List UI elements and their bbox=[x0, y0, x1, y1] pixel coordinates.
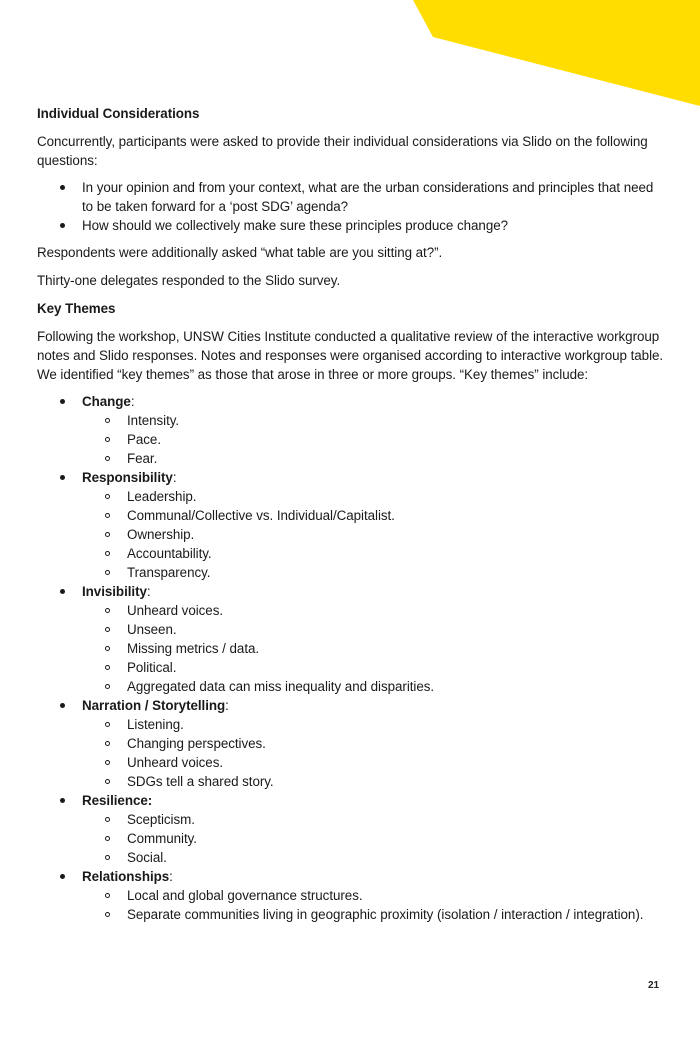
theme-item bbox=[37, 392, 667, 468]
hollow-bullet-icon bbox=[105, 779, 110, 784]
theme-subitem: Community. bbox=[82, 829, 667, 848]
theme-subitem: Unheard voices. bbox=[82, 601, 667, 620]
hollow-bullet-icon bbox=[105, 608, 110, 613]
theme-title: Invisibility bbox=[82, 584, 147, 599]
theme-title: Resilience: bbox=[82, 793, 153, 808]
theme-subitem: Aggregated data can miss inequality and disparities. bbox=[82, 677, 667, 696]
theme-colon: : bbox=[130, 394, 135, 409]
intro-paragraph: Concurrently, participants were asked to provide their individual considerations via Slido on the following questions: bbox=[37, 134, 648, 168]
hollow-bullet-icon bbox=[105, 665, 110, 670]
hollow-bullet-icon bbox=[105, 836, 110, 841]
theme-title: Change bbox=[82, 394, 131, 409]
hollow-bullet-icon bbox=[105, 494, 110, 499]
hollow-bullet-icon bbox=[105, 437, 110, 442]
hollow-bullet-icon bbox=[105, 646, 110, 651]
theme-subitem: Ownership. bbox=[82, 525, 667, 544]
bullet-icon bbox=[60, 874, 65, 879]
theme-item bbox=[37, 696, 667, 791]
hollow-bullet-icon bbox=[105, 627, 110, 632]
key-themes-intro: Following the workshop, UNSW Cities Institute conducted a qualitative review of the interactive workgroup notes and Slido responses. Notes and responses were organised according to interactive workgroup table. We identified “key themes” as those that arose in three or more groups. “Key themes” include: bbox=[37, 329, 664, 382]
theme-subitem: Unseen. bbox=[82, 620, 667, 639]
theme-subitem: Political. bbox=[82, 658, 667, 677]
theme-subitem: Social. bbox=[82, 848, 667, 867]
theme-subitem: Pace. bbox=[82, 430, 667, 449]
hollow-bullet-icon bbox=[105, 722, 110, 727]
theme-title: Narration / Storytelling bbox=[82, 698, 226, 713]
hollow-bullet-icon bbox=[105, 684, 110, 689]
hollow-bullet-icon bbox=[105, 741, 110, 746]
theme-item bbox=[37, 867, 667, 924]
questions-list bbox=[37, 178, 667, 235]
bullet-icon bbox=[60, 703, 65, 708]
theme-item bbox=[37, 791, 667, 867]
theme-subitem: Communal/Collective vs. Individual/Capitalist. bbox=[82, 506, 667, 525]
themes-list bbox=[37, 392, 667, 924]
theme-subitem: Listening. bbox=[82, 715, 667, 734]
theme-subitem: Transparency. bbox=[82, 563, 667, 582]
theme-subitem: Separate communities living in geographic proximity (isolation / interaction / integration). bbox=[82, 905, 667, 924]
theme-subitem: SDGs tell a shared story. bbox=[82, 772, 667, 791]
theme-subitem: Leadership. bbox=[82, 487, 667, 506]
bullet-icon bbox=[60, 798, 65, 803]
theme-subitems bbox=[37, 487, 667, 582]
hollow-bullet-icon bbox=[105, 532, 110, 537]
question-item: How should we collectively make sure these principles produce change? bbox=[37, 216, 667, 235]
theme-item bbox=[37, 582, 667, 696]
theme-subitems bbox=[37, 886, 667, 924]
theme-subitems bbox=[37, 601, 667, 696]
bullet-icon bbox=[60, 589, 65, 594]
bullet-icon bbox=[60, 185, 65, 190]
question-item: In your opinion and from your context, what are the urban considerations and principles that need to be taken forward for a ‘post SDG’ agenda? bbox=[37, 178, 667, 216]
heading-individual-considerations: Individual Considerations bbox=[37, 106, 200, 121]
hollow-bullet-icon bbox=[105, 912, 110, 917]
hollow-bullet-icon bbox=[105, 760, 110, 765]
theme-subitem: Unheard voices. bbox=[82, 753, 667, 772]
theme-subitems bbox=[37, 810, 667, 867]
hollow-bullet-icon bbox=[105, 817, 110, 822]
heading-key-themes: Key Themes bbox=[37, 301, 116, 316]
theme-subitem: Accountability. bbox=[82, 544, 667, 563]
bullet-icon bbox=[60, 223, 65, 228]
hollow-bullet-icon bbox=[105, 513, 110, 518]
bullet-icon bbox=[60, 475, 65, 480]
hollow-bullet-icon bbox=[105, 893, 110, 898]
theme-subitem: Scepticism. bbox=[82, 810, 667, 829]
theme-subitem: Changing perspectives. bbox=[82, 734, 667, 753]
hollow-bullet-icon bbox=[105, 456, 110, 461]
theme-subitem: Fear. bbox=[82, 449, 667, 468]
yellow-corner-decoration bbox=[0, 0, 700, 120]
hollow-bullet-icon bbox=[105, 570, 110, 575]
theme-colon: : bbox=[146, 584, 151, 599]
respondents-paragraph: Thirty-one delegates responded to the Slido survey. bbox=[37, 273, 341, 288]
bullet-icon bbox=[60, 399, 65, 404]
hollow-bullet-icon bbox=[105, 418, 110, 423]
theme-colon: : bbox=[169, 869, 173, 884]
theme-subitem: Local and global governance structures. bbox=[82, 886, 667, 905]
theme-subitem: Missing metrics / data. bbox=[82, 639, 667, 658]
theme-title: Responsibility bbox=[82, 470, 173, 485]
hollow-bullet-icon bbox=[105, 551, 110, 556]
page-number: 21 bbox=[648, 980, 660, 991]
theme-colon: : bbox=[225, 698, 229, 713]
theme-subitems bbox=[37, 411, 667, 468]
page-content bbox=[37, 104, 667, 924]
theme-colon: : bbox=[172, 470, 177, 485]
theme-subitem: Intensity. bbox=[82, 411, 667, 430]
hollow-bullet-icon bbox=[105, 855, 110, 860]
theme-subitems bbox=[37, 715, 667, 791]
table-question-paragraph: Respondents were additionally asked “what table are you sitting at?”. bbox=[37, 245, 443, 260]
theme-item bbox=[37, 468, 667, 582]
theme-title: Relationships bbox=[82, 869, 170, 884]
